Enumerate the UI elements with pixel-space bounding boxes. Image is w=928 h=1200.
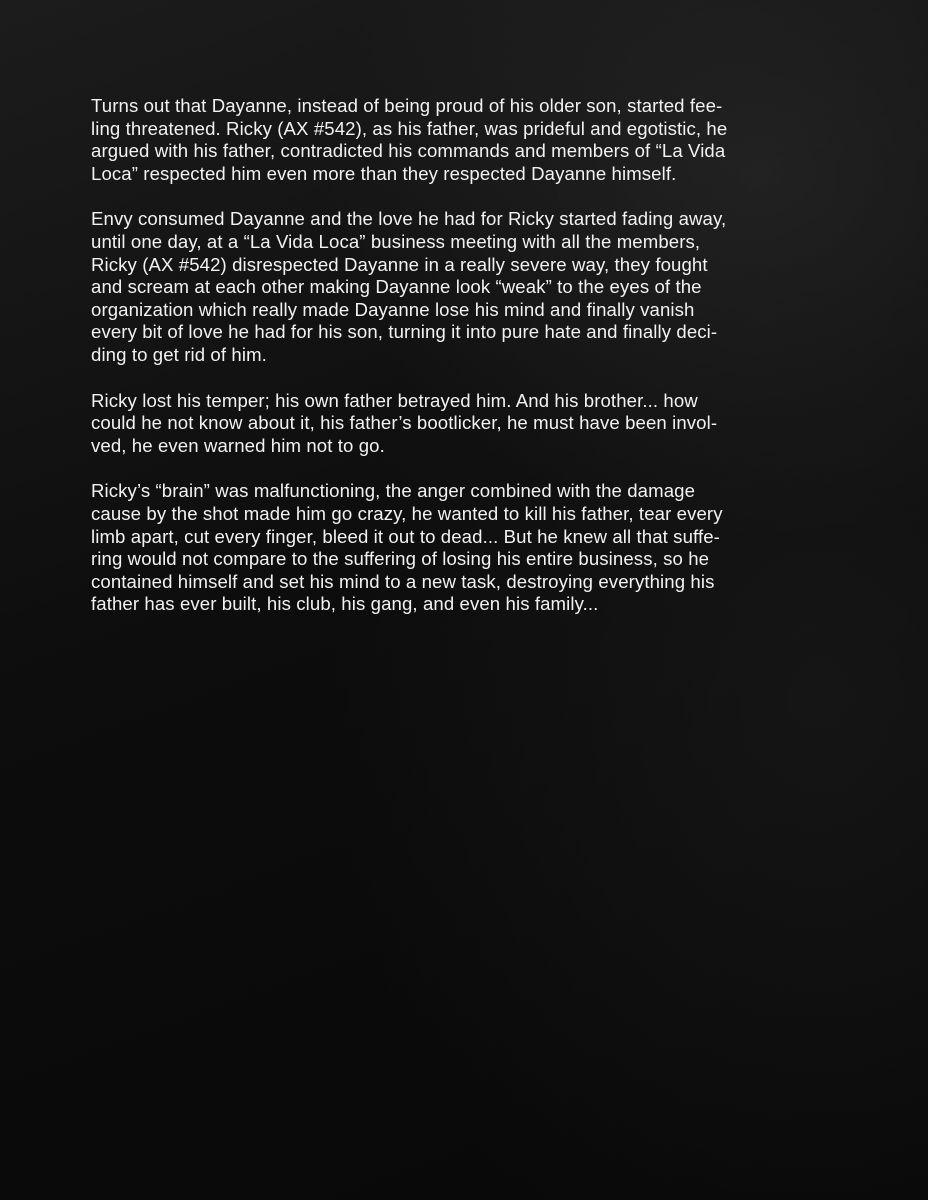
paragraph-1: Turns out that Dayanne, instead of being proud of his older son, started fee- ling threatened. Ricky (AX #542), as his father, was prideful and egotistic, he argued with his father, contradicted his commands and members of “La Vida Loca” respected him even more than they respected Dayanne himself.	[91, 95, 728, 184]
paragraph-2: Envy consumed Dayanne and the love he had for Ricky started fading away, until one day, at a “La Vida Loca” business meeting with all the members, Ricky (AX #542) disrespected Dayanne in a really severe way, they fought and scream at each other making Dayanne look “weak” to the eyes of the organization which really made Dayanne lose his mind and finally vanish every bit of love he had for his son, turning it into pure hate and finally deci- ding to get rid of him.	[91, 208, 727, 365]
story-text	[91, 95, 843, 639]
paragraph-4: Ricky’s “brain” was malfunctioning, the anger combined with the damage cause by the shot made him go crazy, he wanted to kill his father, tear every limb apart, cut every finger, bleed it out to dead... But he knew all that suffe- ring would not compare to the suffering of losing his entire business, so he contained himself and set his mind to a new task, destroying everything his father has ever built, his club, his gang, and even his family...	[91, 480, 723, 615]
paragraph-3: Ricky lost his temper; his own father betrayed him. And his brother... how could he not know about it, his father’s bootlicker, he must have been invol- ved, he even warned him not to go.	[91, 389, 718, 456]
